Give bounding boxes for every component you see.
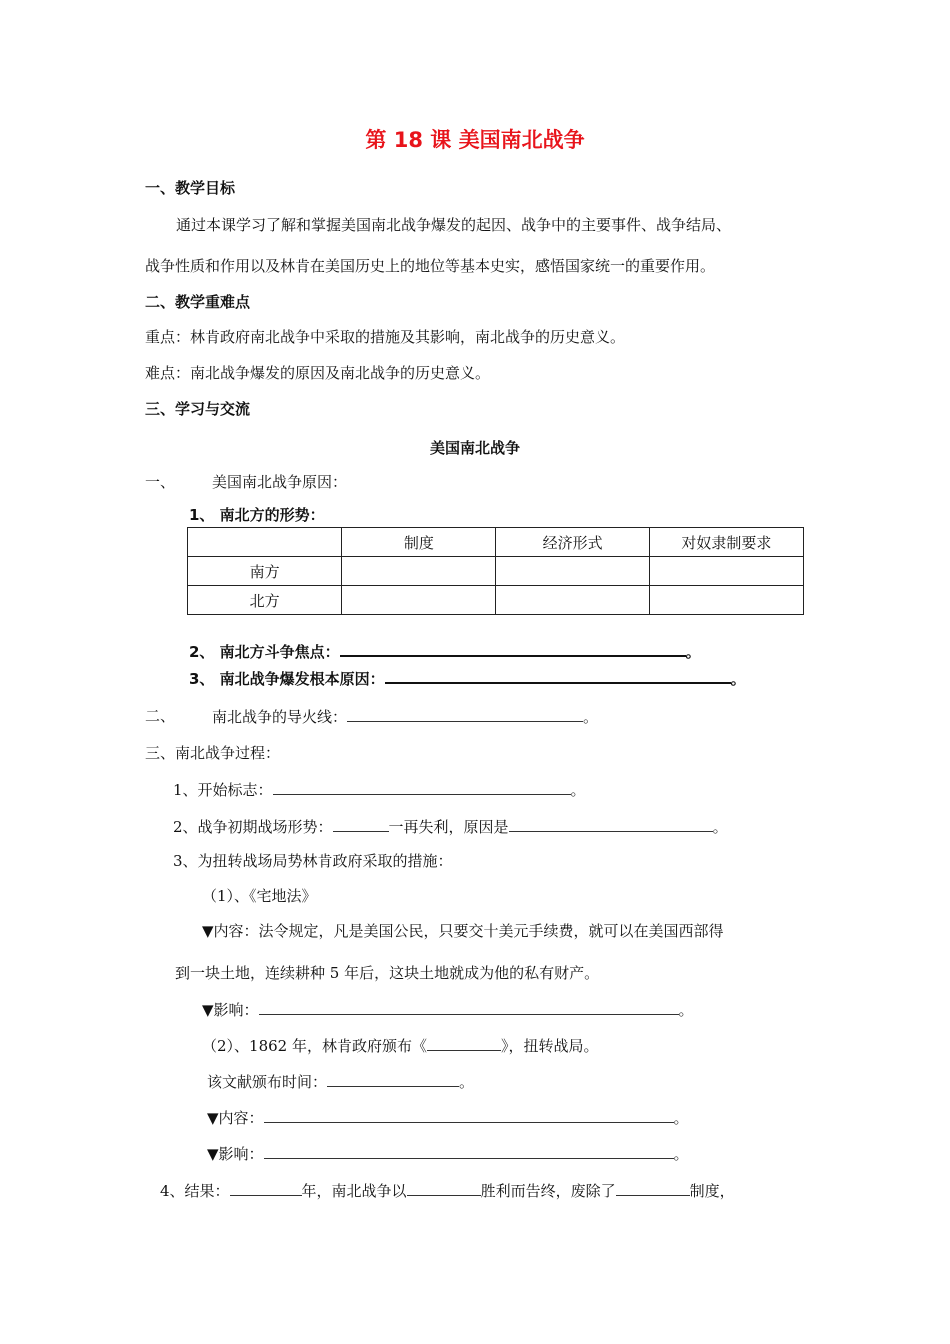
table-cell[interactable] [342,557,496,586]
page-title: 第 18 课 美国南北战争 [365,128,585,152]
emancipation-text-a: （2）、1862 年，林肯政府颁布《 [202,1037,427,1055]
early-war-line [173,816,728,837]
document-time-line [207,1071,474,1092]
item-root-cause-label: 3、 南北战争爆发根本原因： [189,670,385,688]
start-sign-line [173,779,586,800]
result-winner-blank[interactable] [407,1180,481,1196]
table-row-label: 北方 [188,586,342,615]
key-point-text: 重点：林肯政府南北战争中采取的措施及其影响，南北战争的历史意义。 [145,328,626,346]
period: 。 [712,818,728,836]
table-header-cell: 制度 [342,528,496,557]
document-time-label: 该文献颁布时间： [207,1073,328,1091]
root-cause-blank[interactable] [385,667,731,684]
period: 。 [570,781,586,799]
end-mark: 。 [583,708,599,726]
period: 。 [459,1073,475,1091]
table-header-cell: 对奴隶制要求 [649,528,803,557]
result-text-b: 年，南北战争以 [301,1182,407,1200]
period: 。 [673,1145,689,1163]
document-effect-label: ▼影响： [207,1145,264,1163]
table-cell[interactable] [649,557,803,586]
period: 。 [673,1109,689,1127]
objectives-text-line1: 通过本课学习了解和掌握美国南北战争爆发的起因、战争中的主要事件、战争结局、 [176,216,732,234]
document-content-label: ▼内容： [207,1109,264,1127]
section-heading-study: 三、学习与交流 [145,400,251,418]
homestead-act-title: （1）、《宅地法》 [202,887,317,905]
item-struggle-focus-label: 2、 南北方斗争焦点： [189,643,340,661]
emancipation-line [202,1035,599,1056]
trigger-blank[interactable] [347,706,583,722]
part1-number: 一、 [145,473,176,491]
start-sign-label: 1、开始标志： [173,781,273,799]
table-cell[interactable] [496,586,649,615]
early-war-text: 一再失利，原因是 [388,818,509,836]
table-header-row [188,528,804,557]
end-mark: 。 [730,670,746,688]
north-south-comparison-table [187,527,804,615]
document-content-line [207,1107,689,1128]
document-name-blank[interactable] [427,1035,501,1051]
part2-label: 南北战争的导火线： [212,708,348,726]
table-row [188,586,804,615]
study-subtitle: 美国南北战争 [429,439,520,457]
homestead-effect-label: ▼影响： [202,1001,259,1019]
item-root-cause [189,667,746,689]
homestead-content-line2: 到一块土地，连续耕种 5 年后，这块土地就成为他的私有财产。 [175,964,600,982]
part2-number: 二、 [145,707,176,725]
start-sign-blank[interactable] [273,779,571,795]
table-cell[interactable] [496,557,649,586]
early-war-label: 2、战争初期战场形势： [173,818,333,836]
result-system-blank[interactable] [616,1180,690,1196]
document-effect-blank[interactable] [264,1143,674,1159]
part3-heading: 三、南北战争过程： [145,744,281,762]
homestead-effect-line [202,999,694,1020]
document-time-blank[interactable] [327,1071,459,1087]
result-label: 4、结果： [160,1182,230,1200]
difficult-point-text: 难点：南北战争爆发的原因及南北战争的历史意义。 [145,364,491,382]
section-heading-keypoints: 二、教学重难点 [145,293,251,311]
result-year-blank[interactable] [230,1180,302,1196]
result-text-c: 胜利而告终，废除了 [480,1182,616,1200]
item-north-south-situation: 1、 南北方的形势： [189,506,325,524]
emancipation-text-b: 》，扭转战局。 [501,1037,599,1055]
result-line [160,1180,735,1201]
struggle-focus-blank[interactable] [340,640,686,657]
section-heading-objectives: 一、教学目标 [145,179,236,197]
item-struggle-focus [189,640,701,662]
early-war-reason-blank[interactable] [509,816,713,832]
result-text-d: 制度， [689,1182,735,1200]
objectives-text-line2: 战争性质和作用以及林肯在美国历史上的地位等基本史实，感悟国家统一的重要作用。 [145,257,716,275]
part2-line [212,706,598,727]
homestead-content-line1: ▼内容：法令规定，凡是美国公民，只要交十美元手续费，就可以在美国西部得 [202,922,724,940]
period: 。 [678,1001,694,1019]
table-header-cell: 经济形式 [496,528,649,557]
homestead-effect-blank[interactable] [259,999,679,1015]
measures-label: 3、为扭转战场局势林肯政府采取的措施： [173,852,453,870]
document-effect-line [207,1143,689,1164]
table-row-label: 南方 [188,557,342,586]
document-content-blank[interactable] [264,1107,674,1123]
table-header-cell [188,528,342,557]
table-cell[interactable] [649,586,803,615]
end-mark: 。 [685,643,701,661]
early-war-side-blank[interactable] [333,816,389,832]
part1-label: 美国南北战争原因： [212,473,348,491]
table-row [188,557,804,586]
table-cell[interactable] [342,586,496,615]
